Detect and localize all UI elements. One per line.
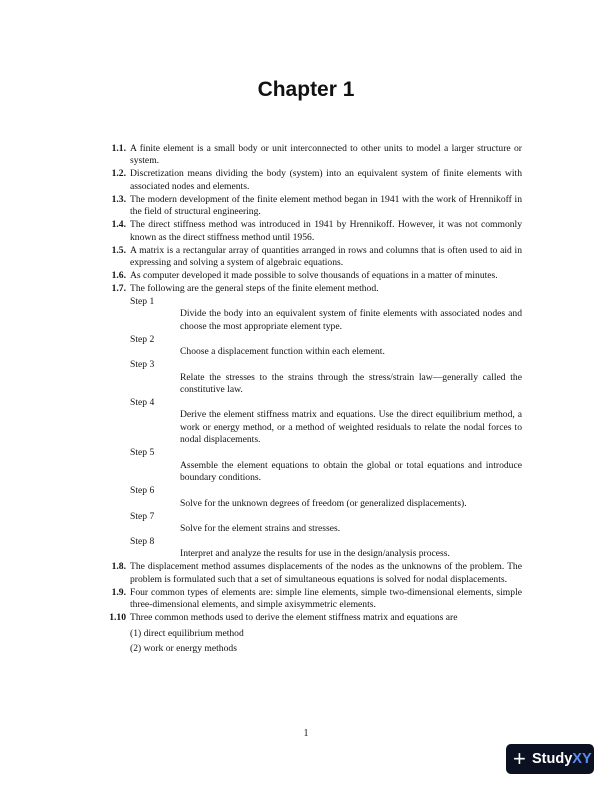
list-item xyxy=(104,168,522,193)
item-number: 1.3. xyxy=(111,193,126,205)
studyxy-badge[interactable] xyxy=(506,744,594,774)
item-text: Three common methods used to derive the element stiffness matrix and equations are xyxy=(130,612,458,624)
item-text: The direct stiffness method was introduced in 1941 by Hrennikoff. However, it was not commonly known as the direct stiffness method until 1956. xyxy=(130,219,522,243)
item-text: The modern development of the finite element method began in 1941 with the work of Hrennikoff in the field of structural engineering. xyxy=(130,193,522,218)
item-text: Four common types of elements are: simple line elements, simple two-dimensional elements, simple three-dimensional elements, and simple axisymmetric elements. xyxy=(130,586,522,611)
list-item xyxy=(104,194,522,219)
step-text: Solve for the unknown degrees of freedom (or generalized displacements). xyxy=(180,497,467,509)
step-text: Derive the element stiffness matrix and equations. Use the direct equilibrium method, a work or energy method, or a method of weighted residuals to relate the nodal forces to nodal displacements. xyxy=(180,409,522,446)
brand-accent: XY xyxy=(572,751,592,767)
step-label: Step 8 xyxy=(130,535,155,547)
item-text: As computer developed it made possible to solve thousands of equations in a matter of minutes. xyxy=(130,270,498,282)
item-text: A finite element is a small body or unit interconnected to other units to model a larger structure or system. xyxy=(130,143,522,167)
item-number: 1.4. xyxy=(111,219,126,231)
item-text: The following are the general steps of the finite element method. xyxy=(130,283,379,295)
step-text: Divide the body into an equivalent system of finite elements with associated nodes and choose the most appropriate element type. xyxy=(180,308,522,332)
brand-name: Study xyxy=(532,751,573,767)
plus-icon: + xyxy=(513,746,526,771)
item-number: 1.7. xyxy=(111,283,126,295)
page-content xyxy=(104,143,522,655)
list-item xyxy=(104,587,522,612)
step-label: Step 7 xyxy=(130,510,155,522)
step-label: Step 1 xyxy=(130,296,155,308)
step-label: Step 3 xyxy=(130,359,155,371)
step-label: Step 2 xyxy=(130,333,155,345)
list-item xyxy=(104,219,522,244)
list-item xyxy=(104,270,522,282)
step-text: Relate the stresses to the strains through the stress/strain law—generally called the constitutive law. xyxy=(180,371,522,396)
brand-logo xyxy=(532,744,592,774)
page-number: 1 xyxy=(303,728,309,739)
item-text: Discretization means dividing the body (system) into an equivalent system of finite elements with associated nodes and elements. xyxy=(130,168,522,192)
item-number: 1.2. xyxy=(111,168,126,180)
chapter-title: Chapter 1 xyxy=(257,78,355,101)
item-text: A matrix is a rectangular array of quantities arranged in rows and columns that is often used to aid in expressing and solving a system of algebraic equations. xyxy=(130,244,522,269)
step-label: Step 6 xyxy=(130,485,155,497)
step-text: Choose a displacement function within each element. xyxy=(180,346,385,358)
item-number: 1.8. xyxy=(111,561,126,573)
list-item xyxy=(104,283,522,295)
item-number: 1.10 xyxy=(109,612,126,624)
list-item xyxy=(104,561,522,586)
list-item xyxy=(104,245,522,270)
method-item: (2) work or energy methods xyxy=(130,642,237,654)
step-label: Step 5 xyxy=(130,447,155,459)
list-item xyxy=(104,612,522,624)
step-label: Step 4 xyxy=(130,397,155,409)
item-number: 1.1. xyxy=(111,143,126,154)
item-text: The displacement method assumes displacements of the nodes as the unknowns of the problem. The problem is formulated such that a set of simultaneous equations is solved for nodal displacements. xyxy=(130,561,522,585)
item-number: 1.9. xyxy=(111,586,126,598)
item-number: 1.6. xyxy=(111,270,126,282)
step-text: Solve for the element strains and stresses. xyxy=(180,522,341,534)
item-number: 1.5. xyxy=(111,244,126,256)
method-item: (1) direct equilibrium method xyxy=(130,627,244,639)
list-item xyxy=(104,143,522,168)
step-text: Assemble the element equations to obtain the global or total equations and introduce boundary conditions. xyxy=(180,459,522,484)
step-text: Interpret and analyze the results for use in the design/analysis process. xyxy=(180,548,450,560)
